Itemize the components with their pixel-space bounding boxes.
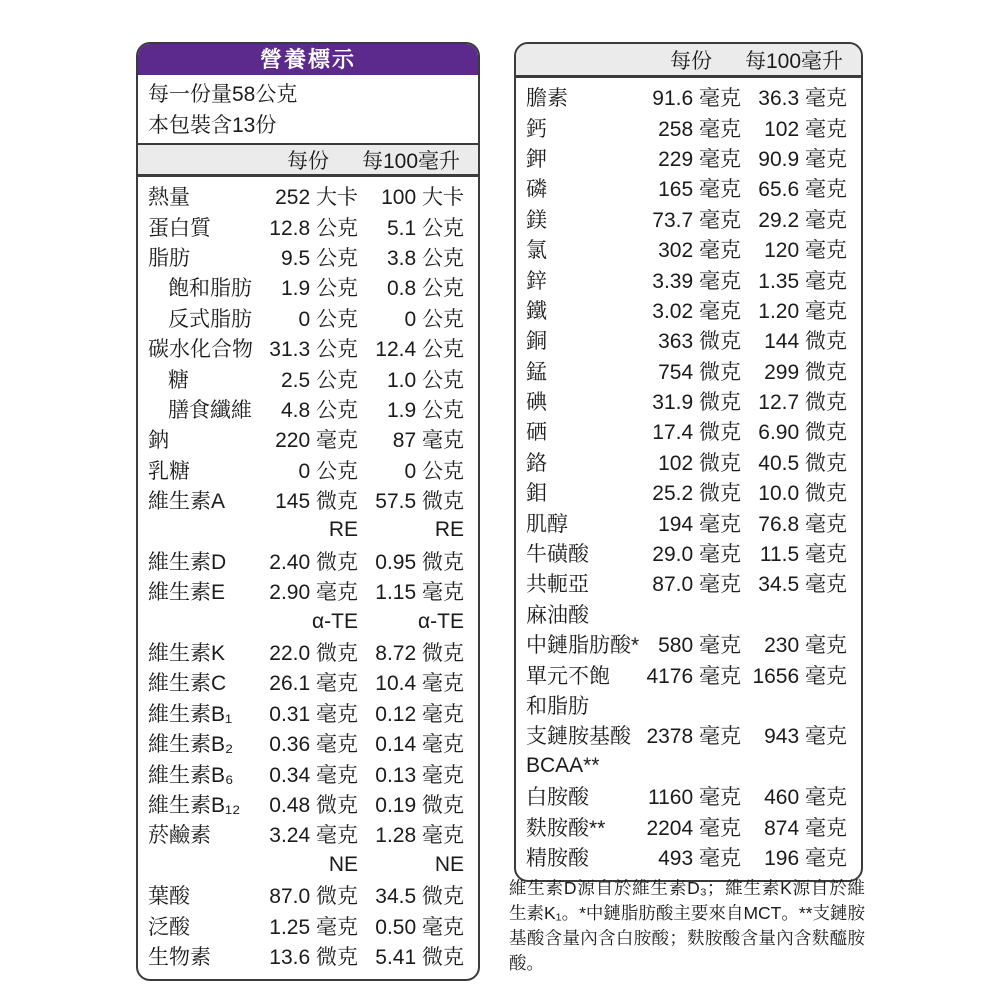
table-row xyxy=(516,325,861,355)
table-row xyxy=(138,576,478,606)
table-row xyxy=(516,173,861,203)
table-row xyxy=(516,82,861,112)
table-row xyxy=(516,811,861,841)
table-row xyxy=(516,295,861,325)
nutrient-label: 膽素 xyxy=(526,87,568,111)
table-row xyxy=(138,394,478,424)
per-100ml-value: 0.14 毫克 xyxy=(375,733,464,757)
table-row xyxy=(516,477,861,507)
per-serving-value: 87.0 毫克 xyxy=(652,573,741,597)
per-100ml-value: 57.5 微克 xyxy=(375,490,464,514)
per-100ml-value: 0.95 微克 xyxy=(375,550,464,574)
per-100ml-value: 1.28 毫克 xyxy=(375,824,464,848)
nutrient-label: 維生素B₆ xyxy=(148,763,234,787)
per-100ml-value: 0.19 微克 xyxy=(375,794,464,817)
nutrient-label: 白胺酸 xyxy=(526,786,589,810)
nutrient-label: 鉻 xyxy=(526,451,547,475)
per-100ml-value: 29.2 毫克 xyxy=(758,208,847,232)
per-serving-value: 2.40 微克 xyxy=(269,550,358,574)
nutrition-rows-micro xyxy=(516,78,861,880)
per-100ml-value: 6.90 微克 xyxy=(758,421,847,445)
table-row xyxy=(138,698,478,728)
per-serving-value: 165 毫克 xyxy=(658,178,741,202)
table-row xyxy=(138,272,478,302)
nutrient-label: 鐵 xyxy=(526,299,547,323)
nutrient-label: BCAA** xyxy=(526,753,600,777)
per-100ml-value: 1.35 毫克 xyxy=(758,269,847,293)
per-serving-value: 4.8 公克 xyxy=(280,398,358,422)
per-100ml-value: 120 毫克 xyxy=(764,239,847,263)
per-100ml-value: 76.8 毫克 xyxy=(758,512,847,536)
per-serving-value: 2378 毫克 xyxy=(646,725,741,749)
table-row xyxy=(138,242,478,272)
per-serving-value: 26.1 毫克 xyxy=(269,672,358,696)
col-header-per-serving: 每份 xyxy=(287,150,329,173)
table-row xyxy=(516,264,861,294)
table-row xyxy=(516,143,861,173)
per-100ml-value: 0.8 公克 xyxy=(386,277,464,301)
table-row xyxy=(138,515,478,545)
nutrient-label: 和脂肪 xyxy=(526,695,589,718)
nutrient-label: 反式脂肪 xyxy=(168,307,252,331)
per-serving-value: 13.6 微克 xyxy=(269,945,358,969)
per-100ml-value: 100 大卡 xyxy=(381,186,464,210)
per-serving-value: 3.24 毫克 xyxy=(269,824,358,848)
servings-per-package-text: 本包裝含13份 xyxy=(148,114,277,137)
table-row xyxy=(138,789,478,819)
per-100ml-value: 1.0 公克 xyxy=(386,368,464,392)
table-row xyxy=(516,234,861,264)
per-serving-value: 9.5 公克 xyxy=(280,246,358,270)
per-serving-value: 0 公克 xyxy=(298,459,358,483)
nutrient-label: 硒 xyxy=(526,421,547,445)
per-serving-value: 2.5 公克 xyxy=(280,368,358,392)
per-100ml-value: 1.15 毫克 xyxy=(375,581,464,605)
serving-size-text: 每一份量58公克 xyxy=(148,83,298,106)
per-100ml-value: 230 毫克 xyxy=(764,634,847,658)
nutrient-label: 泛酸 xyxy=(148,915,190,939)
table-row xyxy=(516,842,861,872)
per-serving-value: 0.31 毫克 xyxy=(269,702,358,726)
per-100ml-value: 460 毫克 xyxy=(764,786,847,810)
table-row xyxy=(138,363,478,393)
nutrient-label: 維生素K xyxy=(148,642,226,666)
column-header-row-main xyxy=(138,143,478,177)
per-serving-value: 754 微克 xyxy=(658,360,741,384)
per-100ml-value: 40.5 微克 xyxy=(758,451,847,475)
nutrient-label: 飽和脂肪 xyxy=(168,277,252,301)
nutrient-label: 鉬 xyxy=(526,482,547,506)
nutrient-label: 熱量 xyxy=(148,186,190,210)
nutrient-label: 菸鹼素 xyxy=(148,824,211,848)
nutrient-label: 生物素 xyxy=(148,945,211,969)
per-serving-value: NE xyxy=(328,852,358,876)
column-header-row-micro xyxy=(516,44,861,78)
per-serving-value: α-TE xyxy=(312,609,358,633)
per-100ml-value: 0 公克 xyxy=(404,307,464,331)
nutrient-label: 鈉 xyxy=(148,429,169,453)
table-row xyxy=(516,781,861,811)
table-row xyxy=(516,629,861,659)
nutrition-panel-main xyxy=(136,42,480,981)
per-100ml-value: 1.20 毫克 xyxy=(758,299,847,323)
col-header-per-serving: 每份 xyxy=(670,49,712,73)
per-serving-value: 0.34 毫克 xyxy=(269,763,358,787)
per-serving-value: 1.9 公克 xyxy=(280,277,358,301)
per-serving-value: 0.36 毫克 xyxy=(269,733,358,757)
per-100ml-value: 1.9 公克 xyxy=(386,398,464,422)
nutrient-label: 維生素B₂ xyxy=(148,733,234,757)
nutrient-label: 鈣 xyxy=(526,117,547,141)
per-100ml-value: 10.0 微克 xyxy=(758,482,847,506)
table-row xyxy=(516,720,861,750)
nutrient-label: 單元不飽 xyxy=(526,664,610,688)
per-100ml-value: RE xyxy=(434,518,464,542)
per-serving-value: 4176 毫克 xyxy=(646,664,741,688)
per-serving-value: 3.02 毫克 xyxy=(652,299,741,323)
table-row xyxy=(516,447,861,477)
table-row xyxy=(138,910,478,940)
table-row xyxy=(138,211,478,241)
table-row xyxy=(516,507,861,537)
nutrient-label: 支鏈胺基酸 xyxy=(526,725,631,749)
per-serving-value: 2.90 毫克 xyxy=(269,581,358,605)
table-row xyxy=(138,424,478,454)
per-serving-value: 1.25 毫克 xyxy=(269,915,358,939)
per-100ml-value: 943 毫克 xyxy=(764,725,847,749)
table-row xyxy=(516,416,861,446)
table-row xyxy=(138,667,478,697)
per-100ml-value: 0.13 毫克 xyxy=(375,763,464,787)
table-row xyxy=(516,599,861,629)
per-serving-value: 580 毫克 xyxy=(658,634,741,658)
per-100ml-value: 1656 毫克 xyxy=(752,664,847,688)
per-serving-value: 25.2 微克 xyxy=(652,482,741,506)
table-row xyxy=(516,568,861,598)
per-serving-value: 302 毫克 xyxy=(658,239,741,263)
nutrient-label: 麻油酸 xyxy=(526,603,589,627)
per-serving-value: 2204 毫克 xyxy=(646,816,741,840)
nutrient-label: 鉀 xyxy=(526,147,547,171)
per-100ml-value: 102 毫克 xyxy=(764,117,847,141)
per-100ml-value: 87 毫克 xyxy=(392,429,464,453)
table-row xyxy=(138,758,478,788)
nutrient-label: 錳 xyxy=(526,360,547,384)
col-header-per-100ml: 每100毫升 xyxy=(361,150,461,173)
per-100ml-value: 0.12 毫克 xyxy=(375,702,464,726)
nutrition-panel-micronutrients xyxy=(514,42,863,882)
table-row xyxy=(516,690,861,720)
per-serving-value: 229 毫克 xyxy=(658,147,741,171)
table-row xyxy=(138,546,478,576)
table-row xyxy=(138,303,478,333)
per-100ml-value: 144 微克 xyxy=(764,330,847,354)
nutrient-label: 維生素C xyxy=(148,672,227,696)
per-serving-value: 17.4 微克 xyxy=(652,421,741,445)
per-100ml-value: 5.1 公克 xyxy=(386,216,464,240)
nutrient-label: 鋅 xyxy=(526,269,547,293)
nutrient-label: 維生素B₁₂ xyxy=(148,794,241,817)
per-serving-value: 258 毫克 xyxy=(658,117,741,141)
per-100ml-value: 12.7 微克 xyxy=(758,391,847,415)
per-serving-value: 31.9 微克 xyxy=(652,391,741,415)
col-header-per-100ml: 每100毫升 xyxy=(744,49,844,73)
nutrient-label: 脂肪 xyxy=(148,246,190,270)
per-100ml-value: 3.8 公克 xyxy=(386,246,464,270)
nutrient-label: 中鏈脂肪酸* xyxy=(526,634,640,658)
table-row xyxy=(138,637,478,667)
nutrient-label: 維生素A xyxy=(148,490,226,514)
table-row xyxy=(516,386,861,416)
table-row xyxy=(138,606,478,636)
per-100ml-value: 0.50 毫克 xyxy=(375,915,464,939)
panel-title: 營養標示 xyxy=(138,44,478,75)
table-row xyxy=(138,181,478,211)
per-100ml-value: 34.5 毫克 xyxy=(758,573,847,597)
serving-info xyxy=(138,75,478,143)
per-serving-value: 3.39 毫克 xyxy=(652,269,741,293)
per-serving-value: 0 公克 xyxy=(298,307,358,331)
nutrient-label: 蛋白質 xyxy=(148,216,211,240)
nutrient-label: 碘 xyxy=(526,391,547,415)
footnote-text: 維生素D源自於維生素D₃；維生素K源自於維生素K₁。*中鏈脂肪酸主要來自MCT。**支鏈胺基酸含量內含白胺酸；麩胺酸含量內含麩醯胺酸。 xyxy=(509,878,865,973)
per-serving-value: 12.8 公克 xyxy=(269,216,358,240)
per-100ml-value: 12.4 公克 xyxy=(375,338,464,362)
nutrient-label: 共軛亞 xyxy=(526,573,589,597)
nutrient-label: 精胺酸 xyxy=(526,846,589,870)
per-100ml-value: 34.5 微克 xyxy=(375,885,464,909)
nutrient-label: 磷 xyxy=(526,178,547,202)
nutrient-label: 乳糖 xyxy=(148,459,190,483)
per-serving-value: 220 毫克 xyxy=(275,429,358,453)
per-100ml-value: 65.6 毫克 xyxy=(758,178,847,202)
nutrient-label: 維生素E xyxy=(148,581,226,605)
per-100ml-value: α-TE xyxy=(418,609,464,633)
per-serving-value: 0.48 微克 xyxy=(269,794,358,817)
table-row xyxy=(138,850,478,880)
table-row xyxy=(516,112,861,142)
nutrient-label: 牛磺酸 xyxy=(526,543,589,567)
per-serving-value: RE xyxy=(328,518,358,542)
nutrient-label: 糖 xyxy=(168,368,189,392)
nutrient-label: 膳食纖維 xyxy=(168,398,252,422)
table-row xyxy=(516,538,861,568)
table-row xyxy=(138,941,478,971)
nutrient-label: 碳水化合物 xyxy=(148,338,253,362)
per-serving-value: 363 微克 xyxy=(658,330,741,354)
per-100ml-value: 11.5 毫克 xyxy=(759,543,847,567)
per-100ml-value: 90.9 毫克 xyxy=(758,147,847,171)
nutrition-rows-main xyxy=(138,177,478,979)
per-100ml-value: NE xyxy=(434,852,464,876)
nutrient-label: 氯 xyxy=(526,239,547,263)
nutrient-label: 維生素B₁ xyxy=(148,702,233,726)
per-100ml-value: 196 毫克 xyxy=(764,846,847,870)
table-row xyxy=(138,819,478,849)
per-serving-value: 31.3 公克 xyxy=(269,338,358,362)
per-serving-value: 493 毫克 xyxy=(658,846,741,870)
per-serving-value: 102 微克 xyxy=(658,451,741,475)
per-serving-value: 73.7 毫克 xyxy=(652,208,741,232)
per-100ml-value: 8.72 微克 xyxy=(375,642,464,666)
per-serving-value: 1160 毫克 xyxy=(648,786,741,810)
table-row xyxy=(138,485,478,515)
table-row xyxy=(516,204,861,234)
nutrient-label: 肌醇 xyxy=(526,512,568,536)
nutrient-label: 鎂 xyxy=(526,208,547,232)
table-row xyxy=(516,751,861,781)
per-serving-value: 91.6 毫克 xyxy=(652,87,741,111)
table-row xyxy=(138,728,478,758)
per-100ml-value: 874 毫克 xyxy=(764,816,847,840)
table-row xyxy=(138,880,478,910)
per-serving-value: 22.0 微克 xyxy=(269,642,358,666)
per-100ml-value: 299 微克 xyxy=(764,360,847,384)
per-serving-value: 194 毫克 xyxy=(658,512,741,536)
per-serving-value: 87.0 微克 xyxy=(269,885,358,909)
per-serving-value: 29.0 毫克 xyxy=(652,543,741,567)
table-row xyxy=(138,333,478,363)
table-row xyxy=(138,455,478,485)
table-row xyxy=(516,659,861,689)
per-serving-value: 252 大卡 xyxy=(275,186,358,210)
nutrient-label: 葉酸 xyxy=(148,885,190,909)
table-row xyxy=(516,356,861,386)
nutrient-label: 麩胺酸** xyxy=(526,816,606,840)
per-serving-value: 145 微克 xyxy=(275,490,358,514)
per-100ml-value: 5.41 微克 xyxy=(375,945,464,969)
nutrient-label: 維生素D xyxy=(148,550,227,574)
nutrient-label: 銅 xyxy=(526,330,547,354)
per-100ml-value: 0 公克 xyxy=(404,459,464,483)
per-100ml-value: 36.3 毫克 xyxy=(758,87,847,111)
per-100ml-value: 10.4 毫克 xyxy=(375,672,464,696)
